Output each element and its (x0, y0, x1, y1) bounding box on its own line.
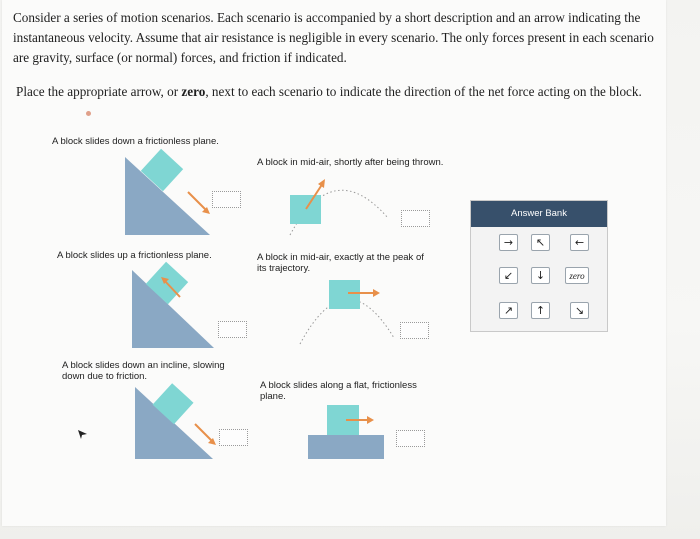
down-arrow-icon[interactable]: ↓ (531, 267, 550, 284)
scenario-1-drop-target[interactable] (212, 191, 241, 208)
scenario-3-figure (132, 270, 227, 350)
scenario-2-drop-target[interactable] (401, 210, 430, 227)
scenario-2-figure (288, 173, 408, 243)
answer-bank (470, 200, 608, 332)
scenario-1-label: A block slides down a frictionless plane. (52, 136, 219, 147)
cursor-arrow-icon (78, 430, 88, 440)
mouse-pointer-dot (86, 111, 91, 116)
answer-bank-title: Answer Bank (471, 201, 607, 227)
scenario-4-figure (298, 278, 408, 346)
scenario-6-figure (308, 405, 388, 460)
scenario-3-drop-target[interactable] (218, 321, 247, 338)
down-right-arrow-icon[interactable]: ↘ (570, 302, 589, 319)
scenario-5-drop-target[interactable] (219, 429, 248, 446)
left-arrow-icon[interactable]: ← (570, 234, 589, 251)
instruction-zero: zero (181, 84, 206, 99)
question-intro: Consider a series of motion scenarios. Each scenario is accompanied by a short description and an arrow indicating the instantaneous velocity. Assume that air resistance is negligible in every scenario. The only forces present in each scenario are gravity, surface (or normal) forces, and friction if indicated. (13, 10, 654, 65)
instruction-prefix: Place the appropriate arrow, or (16, 84, 182, 99)
scenario-3-label: A block slides up a frictionless plane. (57, 250, 212, 261)
scenario-4-drop-target[interactable] (400, 322, 429, 339)
up-arrow-icon[interactable]: ↑ (531, 302, 550, 319)
scenario-4-label: A block in mid-air, exactly at the peak of its trajectory. (257, 252, 424, 274)
up-right-arrow-icon[interactable]: ↗ (499, 302, 518, 319)
scenario-6-drop-target[interactable] (396, 430, 425, 447)
right-arrow-icon[interactable]: → (499, 234, 518, 251)
scenario-6-label: A block slides along a flat, frictionless plane. (260, 380, 417, 402)
scenario-2-label: A block in mid-air, shortly after being thrown. (257, 157, 444, 168)
instruction-suffix: , next to each scenario to indicate the direction of the net force acting on the block. (205, 84, 642, 99)
down-left-arrow-icon[interactable]: ↙ (499, 267, 518, 284)
up-left-arrow-icon[interactable]: ↖ (531, 234, 550, 251)
scenario-1-figure (125, 157, 220, 237)
scenario-5-label: A block slides down an incline, slowing down due to friction. (62, 360, 225, 382)
question-instruction (16, 84, 666, 100)
zero-tile[interactable]: zero (565, 267, 589, 284)
scenario-5-figure (135, 387, 230, 459)
